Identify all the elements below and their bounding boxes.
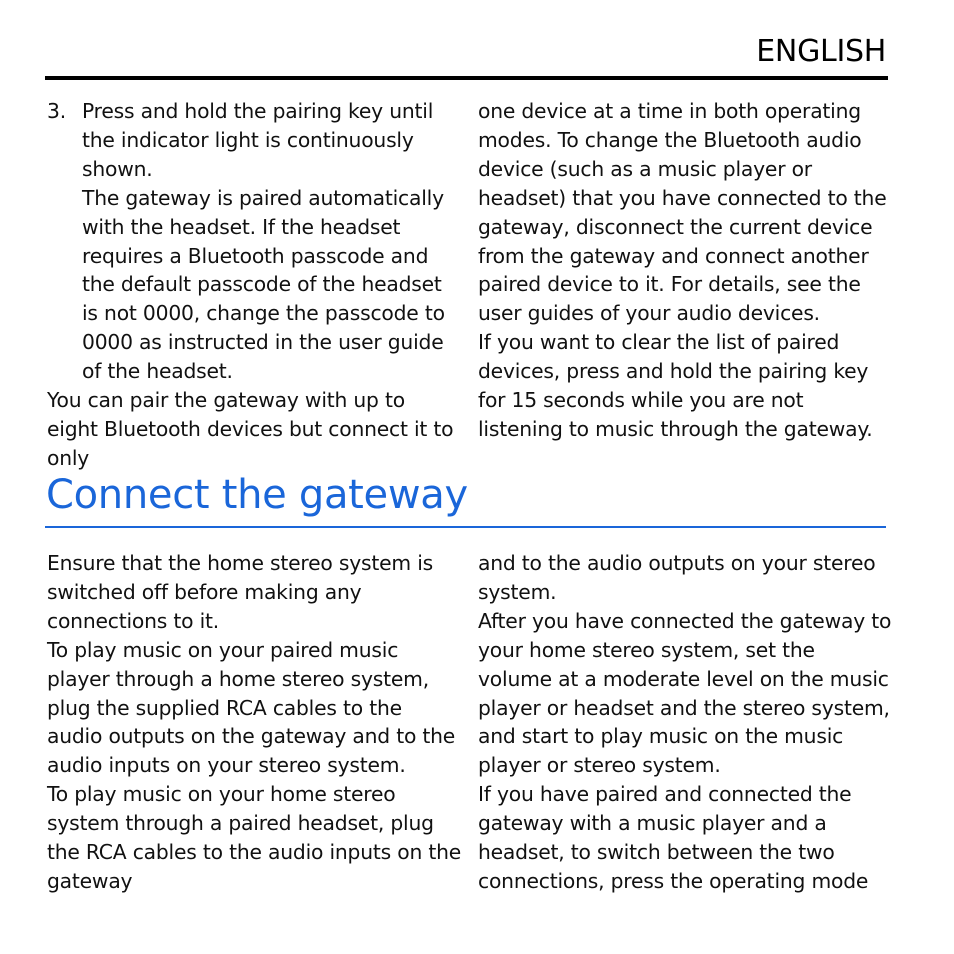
section1-right-column [478,97,893,444]
headset-paragraph-continued: and to the audio outputs on your stereo system. [478,551,876,604]
section2-left-column [47,549,462,896]
step-3 [47,97,457,386]
pairing-paragraph-continued: one device at a time in both operating modes. To change the Bluetooth audio device (such as a music player or headset) that you have connected to the gateway, disconnect the current device from the gateway and connect another paired device to it. For details, see the user guides of your audio devices. [478,99,887,326]
music-player-paragraph: To play music on your paired music player through a home stereo system, plug the supplied RCA cables to the audio outputs on the gateway and to the audio inputs on your stereo system. [47,637,456,778]
step-number: 3. [47,99,66,123]
language-label: ENGLISH [756,34,886,69]
section-title-rule [45,526,886,528]
step-note: The gateway is paired automatically with the headset. If the headset requires a Bluetooth passcode and the default passcode of the headset is not 0000, change the passcode to 0000 as instructed in the user guide of the headset. [82,185,445,384]
section-title: Connect the gateway [46,472,468,518]
headset-paragraph: To play music on your home stereo system through a paired headset, plug the RCA cables to the audio inputs on the gateway [47,782,462,893]
section1-left-column [47,97,457,473]
step-text: Press and hold the pairing key until the indicator light is continuously shown. [82,99,434,181]
header-rule [45,76,888,80]
switch-paragraph: If you have paired and connected the gateway with a music player and a headset, to switch between the two connections, press the operating mode [478,782,869,893]
volume-paragraph: After you have connected the gateway to your home stereo system, set the volume at a moderate level on the music player or headset and the stereo system, and start to play music on the music player or stereo system. [478,608,892,778]
section2-right-column [478,549,893,896]
pairing-paragraph: You can pair the gateway with up to eight Bluetooth devices but connect it to only [47,388,454,470]
ensure-paragraph: Ensure that the home stereo system is switched off before making any connections to it. [47,551,434,633]
clear-list-paragraph: If you want to clear the list of paired devices, press and hold the pairing key for 15 seconds while you are not listening to music through the gateway. [478,330,873,441]
